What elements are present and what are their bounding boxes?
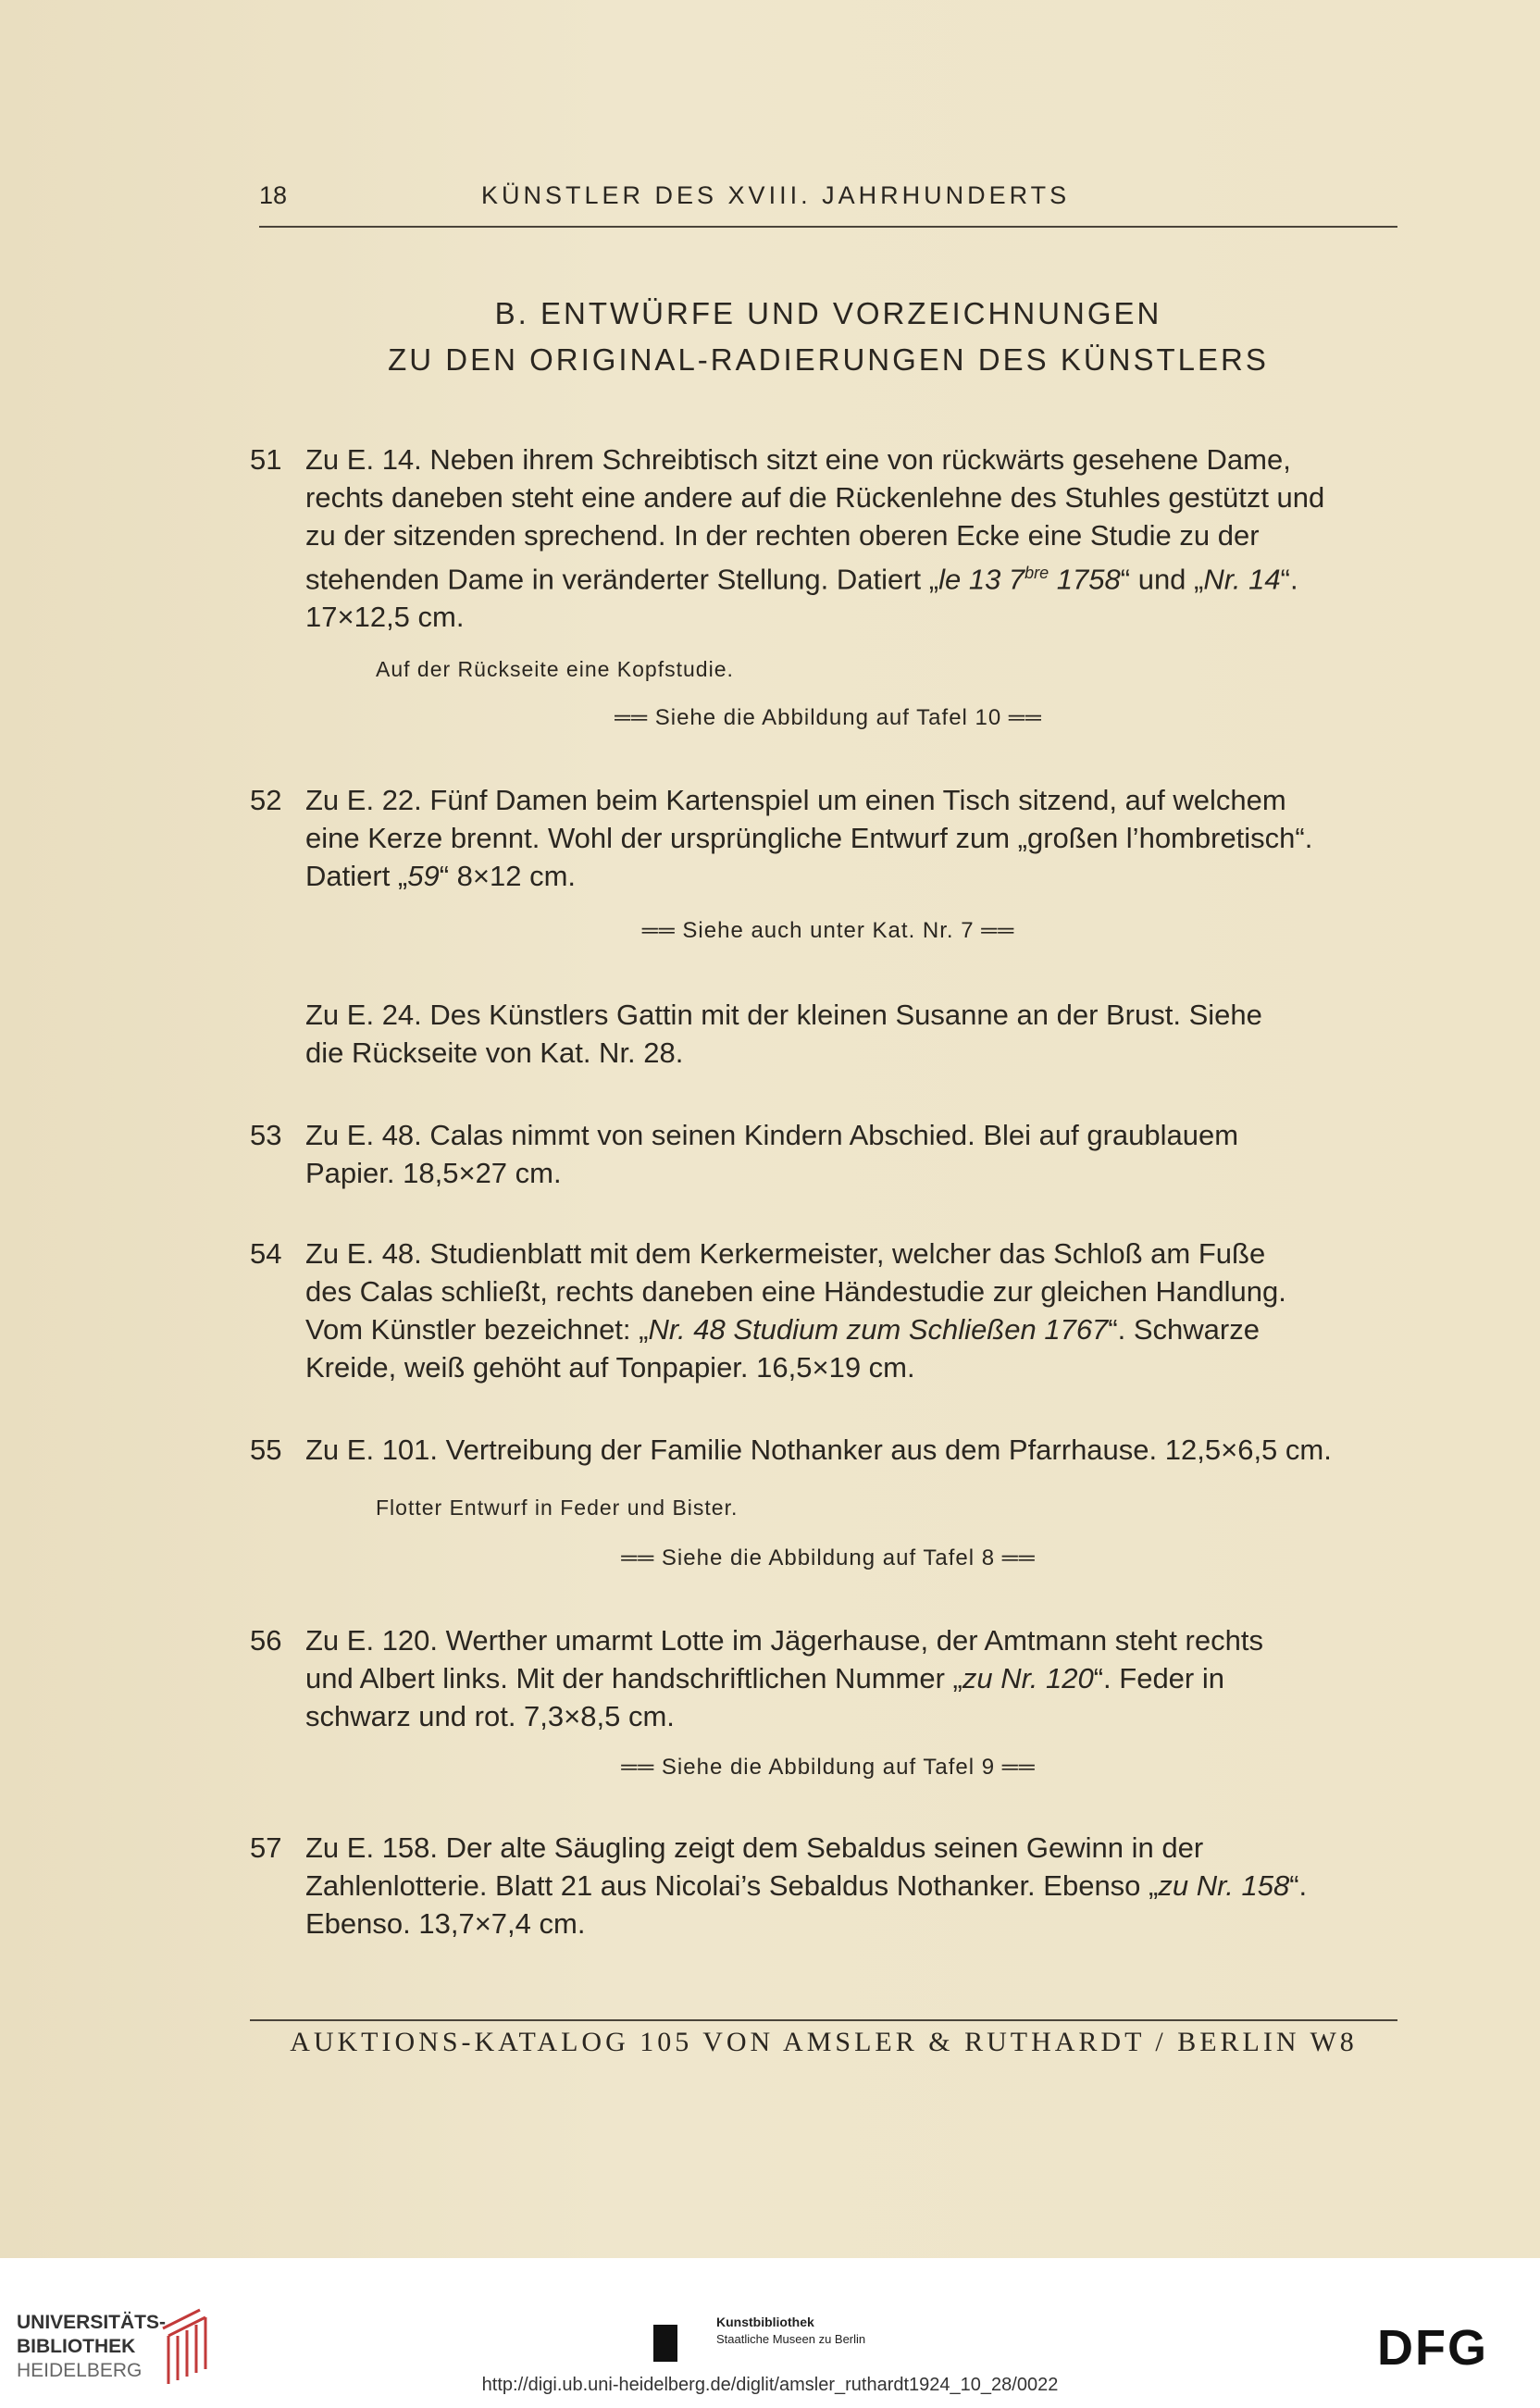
entry-line: stehenden Dame in veränderter Stellung. Datiert „le 13 $7^{bre}$ 1758“ und „Nr. 14“. <box>305 563 1298 596</box>
entry-line: Papier. 18,5×27 cm. <box>305 1157 562 1189</box>
entry-line: und Albert links. Mit der handschriftlichen Nummer „zu Nr. 120“. Feder in <box>305 1662 1224 1694</box>
entry-number: 52 <box>250 784 282 816</box>
kunstbibliothek-logo-icon <box>653 2325 677 2362</box>
section-title-line1: B. ENTWÜRFE UND VORZEICHNUNGEN <box>494 296 1162 330</box>
entry-line: Zu E. 24. Des Künstlers Gattin mit der kleinen Susanne an der Brust. Siehe <box>305 999 1262 1031</box>
entry-line: schwarz und rot. 7,3×8,5 cm. <box>305 1700 675 1732</box>
dfg-logo[interactable]: DFG <box>1377 2320 1488 2376</box>
entry-56 <box>250 1621 1397 1735</box>
entry-line: Zu E. 48. Calas nimmt von seinen Kindern Abschied. Blei auf graublauem <box>305 1119 1239 1151</box>
entry-54 <box>250 1235 1397 1386</box>
entry-line: eine Kerze brennt. Wohl der ursprüngliche Entwurf zum „großen l’hombretisch“. <box>305 822 1313 854</box>
entry-line: Zu E. 14. Neben ihrem Schreibtisch sitzt eine von rückwärts gesehene Dame, <box>305 443 1291 476</box>
cross-reference: ══ Siehe auch unter Kat. Nr. 7 ══ <box>641 918 1015 943</box>
entry-number: 57 <box>250 1831 282 1864</box>
entry-line: Vom Künstler bezeichnet: „Nr. 48 Studium zum Schließen 1767“. Schwarze <box>305 1313 1260 1346</box>
entry-line: Zu E. 158. Der alte Säugling zeigt dem Sebaldus seinen Gewinn in der <box>305 1831 1204 1864</box>
entry-note: Auf der Rückseite eine Kopfstudie. <box>376 657 734 681</box>
entry-51 <box>250 441 1397 636</box>
section-title-line2: ZU DEN ORIGINAL-RADIERUNGEN DES KÜNSTLERS <box>388 342 1269 377</box>
entry-line: Datiert „59“ 8×12 cm. <box>305 860 577 892</box>
catalog-footer: AUKTIONS-KATALOG 105 VON AMSLER & RUTHARDT / BERLIN W8 <box>290 2027 1358 2057</box>
entry-line: 17×12,5 cm. <box>305 601 465 634</box>
entry-line: Zu E. 48. Studienblatt mit dem Kerkermeister, welcher das Schloß am Fuße <box>305 1237 1266 1270</box>
header-rule <box>259 226 1397 228</box>
entry-line: rechts daneben steht eine andere auf die Rückenlehne des Stuhles gestützt und <box>305 481 1325 514</box>
entry-line: Zu E. 101. Vertreibung der Familie Nothanker aus dem Pfarrhause. 12,5×6,5 cm. <box>305 1434 1332 1466</box>
kunstbibliothek-label[interactable]: Kunstbibliothek Staatliche Museen zu Berlin <box>716 2315 866 2346</box>
footer-rule <box>250 2019 1397 2021</box>
entry-unnumbered <box>250 996 1397 1072</box>
entry-number: 51 <box>250 443 282 476</box>
permalink-url[interactable]: http://digi.ub.uni-heidelberg.de/diglit/amsler_ruthardt1924_10_28/0022 <box>481 2375 1059 2395</box>
university-library-logo[interactable]: UNIVERSITÄTS- BIBLIOTHEK HEIDELBERG <box>17 2312 167 2381</box>
entry-line: zu der sitzenden sprechend. In der rechten oberen Ecke eine Studie zu der <box>305 519 1260 552</box>
entry-line: des Calas schließt, rechts daneben eine Händestudie zur gleichen Handlung. <box>305 1275 1286 1308</box>
plate-reference: ══ Siehe die Abbildung auf Tafel 9 ══ <box>621 1755 1036 1780</box>
entry-number: 53 <box>250 1119 282 1151</box>
plate-reference: ══ Siehe die Abbildung auf Tafel 8 ══ <box>621 1545 1036 1570</box>
entry-line: Zu E. 22. Fünf Damen beim Kartenspiel um einen Tisch sitzend, auf welchem <box>305 784 1286 816</box>
entry-55 <box>250 1431 1397 1469</box>
running-title: KÜNSTLER DES XVIII. JAHRHUNDERTS <box>481 181 1071 209</box>
entry-52 <box>250 781 1397 895</box>
entry-line: Zahlenlotterie. Blatt 21 aus Nicolai’s Sebaldus Nothanker. Ebenso „zu Nr. 158“. <box>305 1869 1308 1902</box>
entry-note: Flotter Entwurf in Feder und Bister. <box>376 1496 739 1520</box>
entry-line: Kreide, weiß gehöht auf Tonpapier. 16,5×19 cm. <box>305 1351 915 1384</box>
entry-number: 54 <box>250 1237 282 1270</box>
entry-number: 55 <box>250 1434 282 1466</box>
entry-57 <box>250 1829 1397 1943</box>
entry-line: Ebenso. 13,7×7,4 cm. <box>305 1907 586 1940</box>
entry-line: die Rückseite von Kat. Nr. 28. <box>305 1036 684 1069</box>
entry-number: 56 <box>250 1624 282 1657</box>
plate-reference: ══ Siehe die Abbildung auf Tafel 10 ══ <box>615 705 1042 730</box>
page-number: 18 <box>259 181 288 209</box>
entry-53 <box>250 1116 1397 1192</box>
entry-line: Zu E. 120. Werther umarmt Lotte im Jägerhause, der Amtmann steht rechts <box>305 1624 1263 1657</box>
